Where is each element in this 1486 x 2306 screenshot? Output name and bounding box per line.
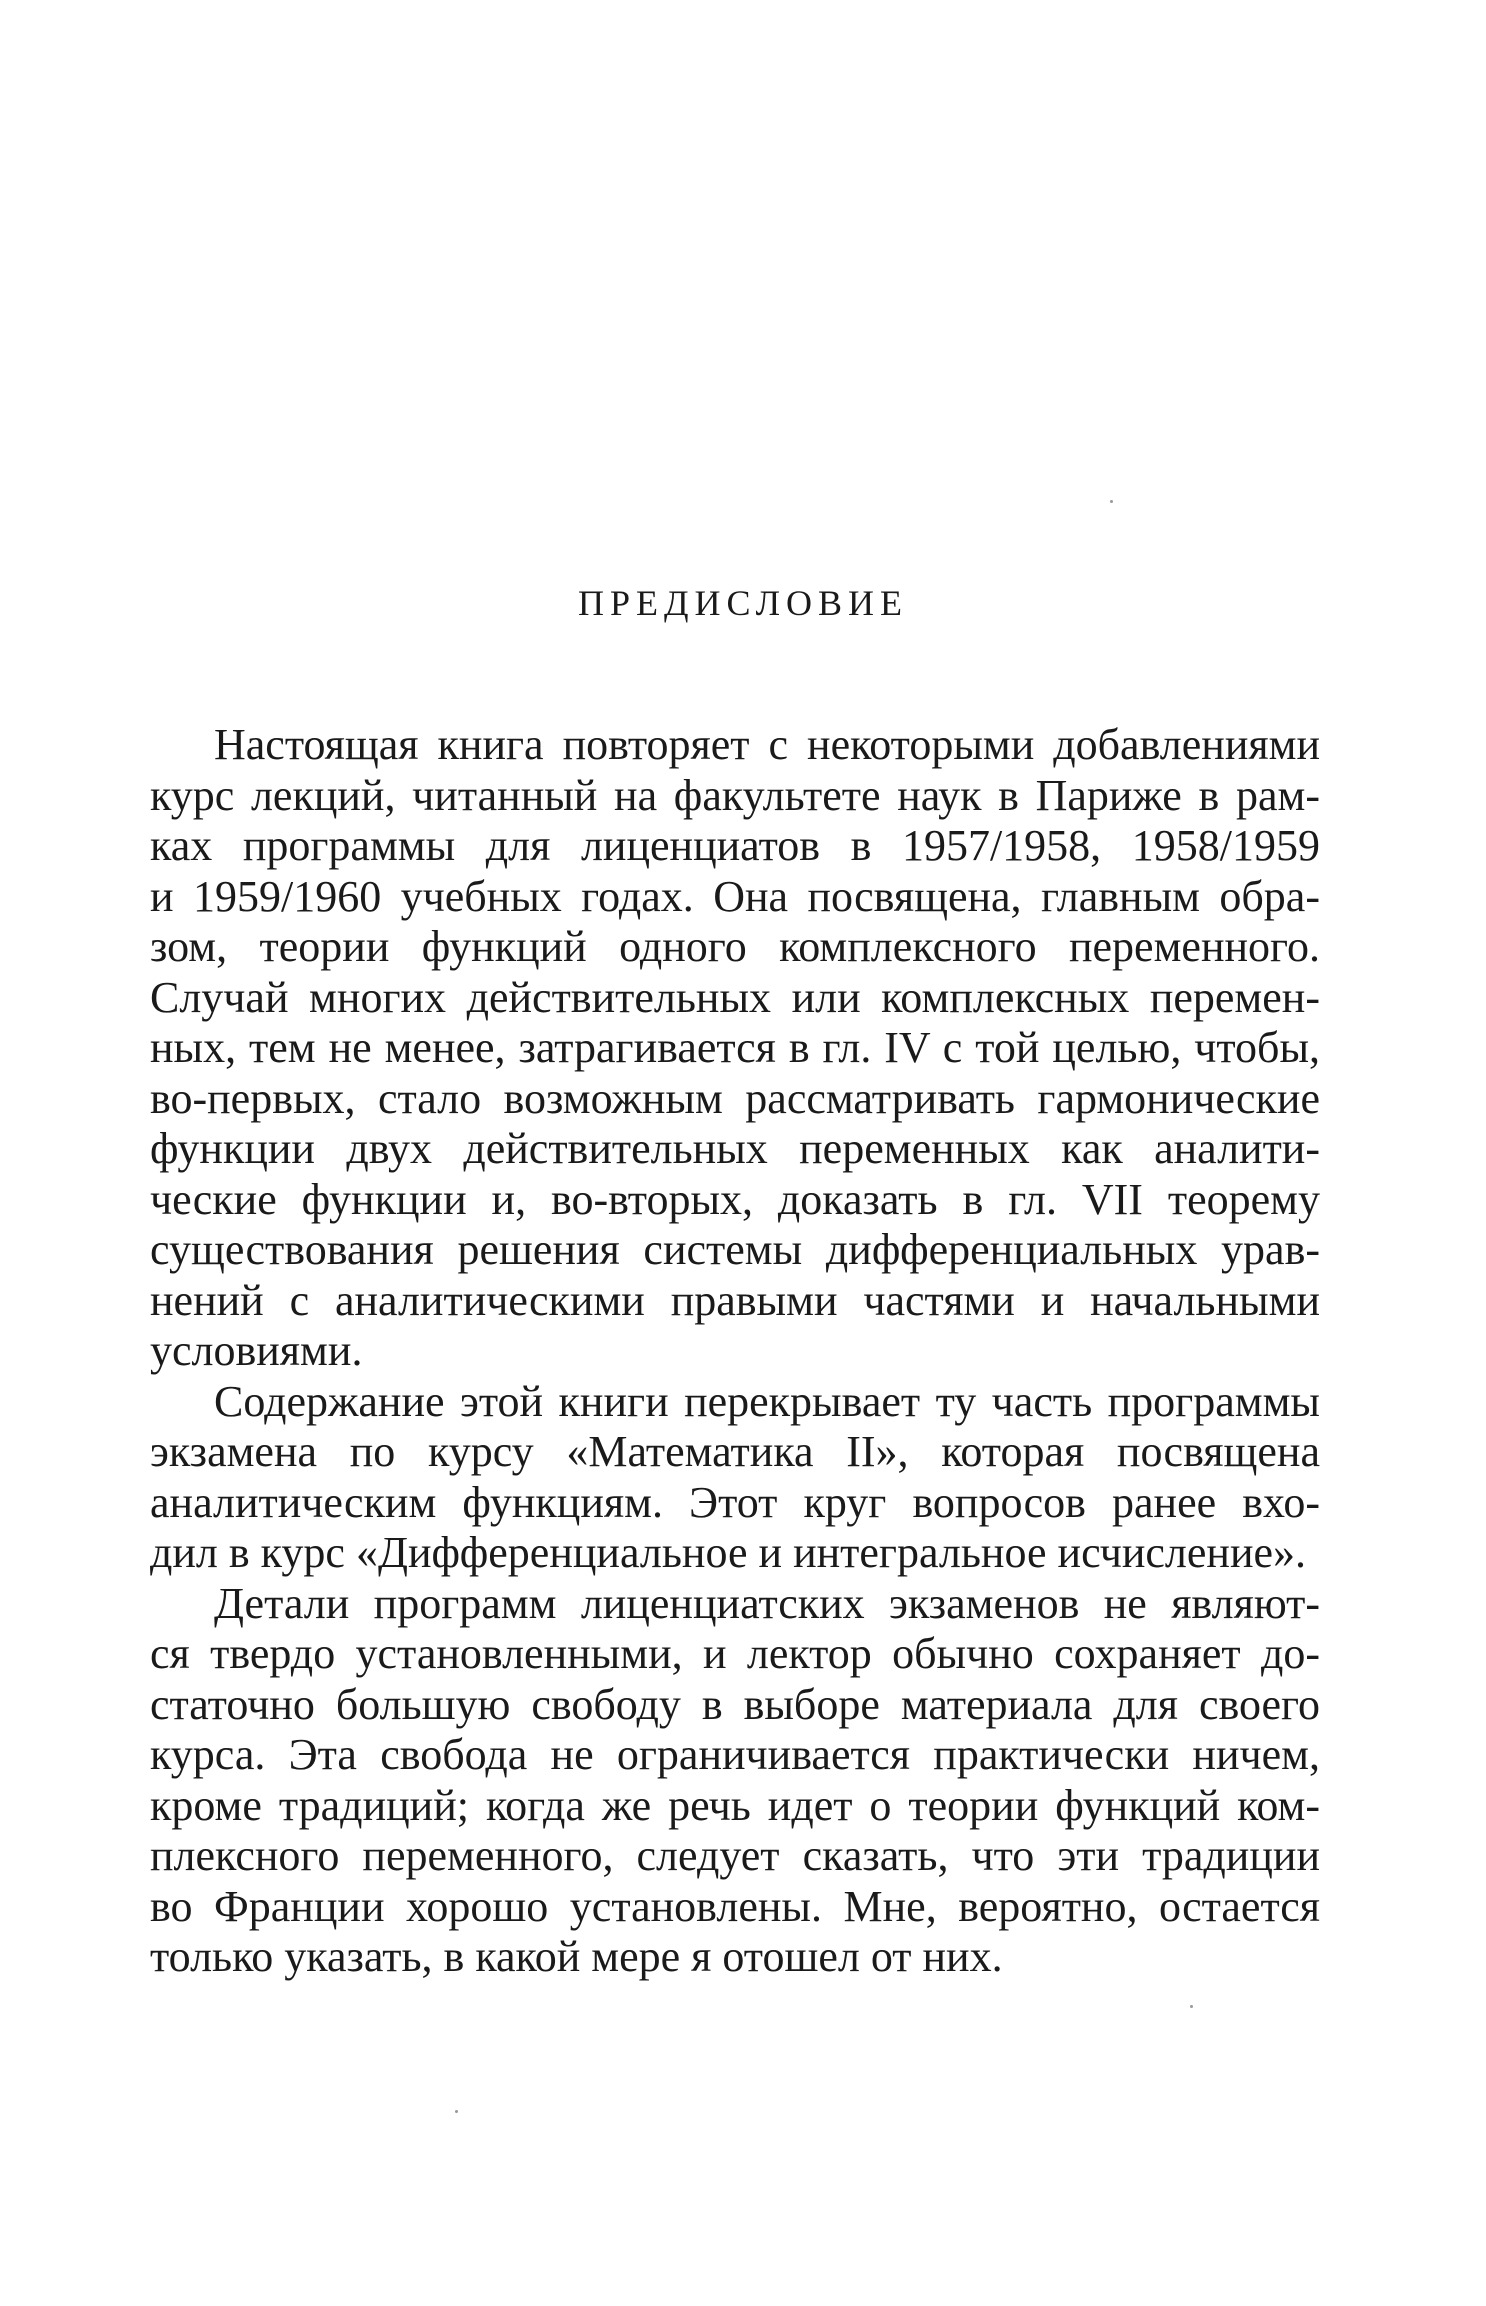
paragraph-1 bbox=[150, 720, 1320, 1377]
text-line: ся твердо установленными, и лектор обычно сохраняет до- bbox=[150, 1629, 1320, 1678]
text-line: экзамена по курсу «Математика II», которая посвящена bbox=[150, 1427, 1320, 1476]
scan-speck bbox=[455, 2110, 458, 2113]
text-line: курса. Эта свобода не ограничивается практически ничем, bbox=[150, 1730, 1320, 1779]
scan-speck bbox=[1110, 500, 1113, 503]
text-line: кроме традиций; когда же речь идет о теории функций ком- bbox=[150, 1780, 1320, 1830]
text-line: курс лекций, читанный на факультете наук в Париже в рам- bbox=[150, 770, 1320, 820]
page-title: ПРЕДИСЛОВИЕ bbox=[577, 583, 909, 623]
text-line: Настоящая книга повторяет с некоторыми добавлениями bbox=[214, 720, 1320, 769]
text-line: зом, теории функций одного комплексного переменного. bbox=[150, 922, 1320, 971]
paragraph-3 bbox=[150, 1579, 1320, 1983]
text-line: плексного переменного, следует сказать, что эти традиции bbox=[150, 1831, 1320, 1880]
text-line: ных, тем не менее, затрагивается в гл. IV с той целью, чтобы, bbox=[150, 1023, 1320, 1072]
text-line: ческие функции и, во-вторых, доказать в гл. VII теорему bbox=[150, 1174, 1320, 1224]
text-line: нений с аналитическими правыми частями и начальными bbox=[150, 1275, 1320, 1325]
text-line: во Франции хорошо установлены. Мне, вероятно, остается bbox=[150, 1881, 1320, 1931]
text-line: Случай многих действительных или комплексных перемен- bbox=[150, 972, 1320, 1022]
text-line: существования решения системы дифференциальных урав- bbox=[150, 1225, 1320, 1274]
text-line: и 1959/1960 учебных годах. Она посвящена, главным обра- bbox=[150, 871, 1320, 921]
text-line: дил в курс «Дифференциальное и интегральное исчисление». bbox=[150, 1528, 1307, 1577]
text-line: аналитическим функциям. Этот круг вопросов ранее вхо- bbox=[150, 1477, 1320, 1527]
text-line: только указать, в какой мере я отошел от них. bbox=[150, 1932, 1003, 1981]
text-line: условиями. bbox=[150, 1326, 363, 1375]
text-line: Содержание этой книги перекрывает ту часть программы bbox=[214, 1376, 1320, 1426]
text-line: функции двух действительных переменных как аналити- bbox=[150, 1124, 1320, 1173]
text-line: Детали программ лиценциатских экзаменов не являют- bbox=[214, 1578, 1320, 1628]
text-line: во-первых, стало возможным рассматривать гармонические bbox=[150, 1073, 1320, 1123]
paragraph-2 bbox=[150, 1377, 1320, 1579]
body-text bbox=[150, 720, 1320, 1983]
text-line: статочно большую свободу в выборе материала для своего bbox=[150, 1679, 1320, 1729]
text-line: ках программы для лиценциатов в 1957/1958, 1958/1959 bbox=[150, 821, 1320, 870]
scan-speck bbox=[1190, 2005, 1193, 2008]
